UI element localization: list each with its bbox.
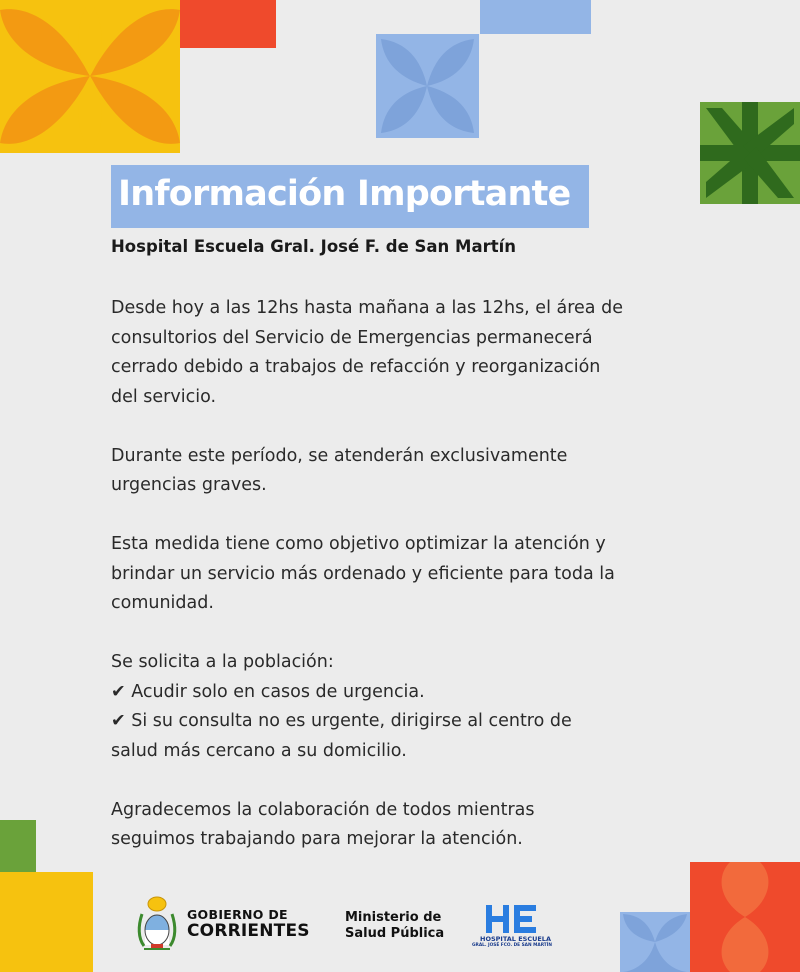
yellow-flower-tile-icon (0, 0, 180, 153)
announcement-body (111, 294, 671, 855)
blue-flower-small-icon (620, 912, 690, 972)
paragraph-urgent-only: Durante este período, se atenderán exclusivamente urgencias graves. (111, 445, 568, 495)
blue-flower-tile-icon (376, 34, 479, 138)
red-block-decoration (180, 0, 276, 48)
paragraph-thanks: Agradecemos la colaboración de todos mientras seguimos trabajando para mejorar la atención. (111, 799, 535, 849)
hospital-logo-line2: GRAL. JOSÉ FCO. DE SAN MARTÍN (472, 943, 552, 948)
ministerio-salud-logo: Ministerio de Salud Pública (345, 910, 445, 941)
blue-block-decoration (480, 0, 591, 34)
paragraph-objective: Esta medida tiene como objetivo optimizar la atención y brindar un servicio más ordenado y eficiente para toda la comunidad. (111, 534, 615, 613)
yellow-block-decoration (0, 872, 93, 972)
green-block-decoration (0, 820, 36, 872)
hospital-subtitle: Hospital Escuela Gral. José F. de San Martín (111, 237, 517, 256)
hospital-he-logo-icon (486, 903, 538, 935)
coat-of-arms-icon (136, 896, 178, 954)
hospital-logo-line1: HOSPITAL ESCUELA (480, 935, 551, 943)
page-title: Información Importante (118, 174, 571, 214)
paragraph-closure-notice: Desde hoy a las 12hs hasta mañana a las 12hs, el área de consultorios del Servicio de Emergencias permanecerá cerrado debido a trabajos de refacción y reorganización del servicio. (111, 298, 623, 407)
paragraph-requests: Se solicita a la población: ✔ Acudir solo en casos de urgencia. ✔ Si su consulta no es urgente, dirigirse al centro de salud más cercano a su domicilio. (111, 652, 572, 761)
red-flower-tile-icon (690, 862, 800, 972)
gobierno-corrientes-logo: GOBIERNO DE CORRIENTES (187, 907, 310, 941)
green-asterisk-tile-icon (700, 102, 800, 204)
